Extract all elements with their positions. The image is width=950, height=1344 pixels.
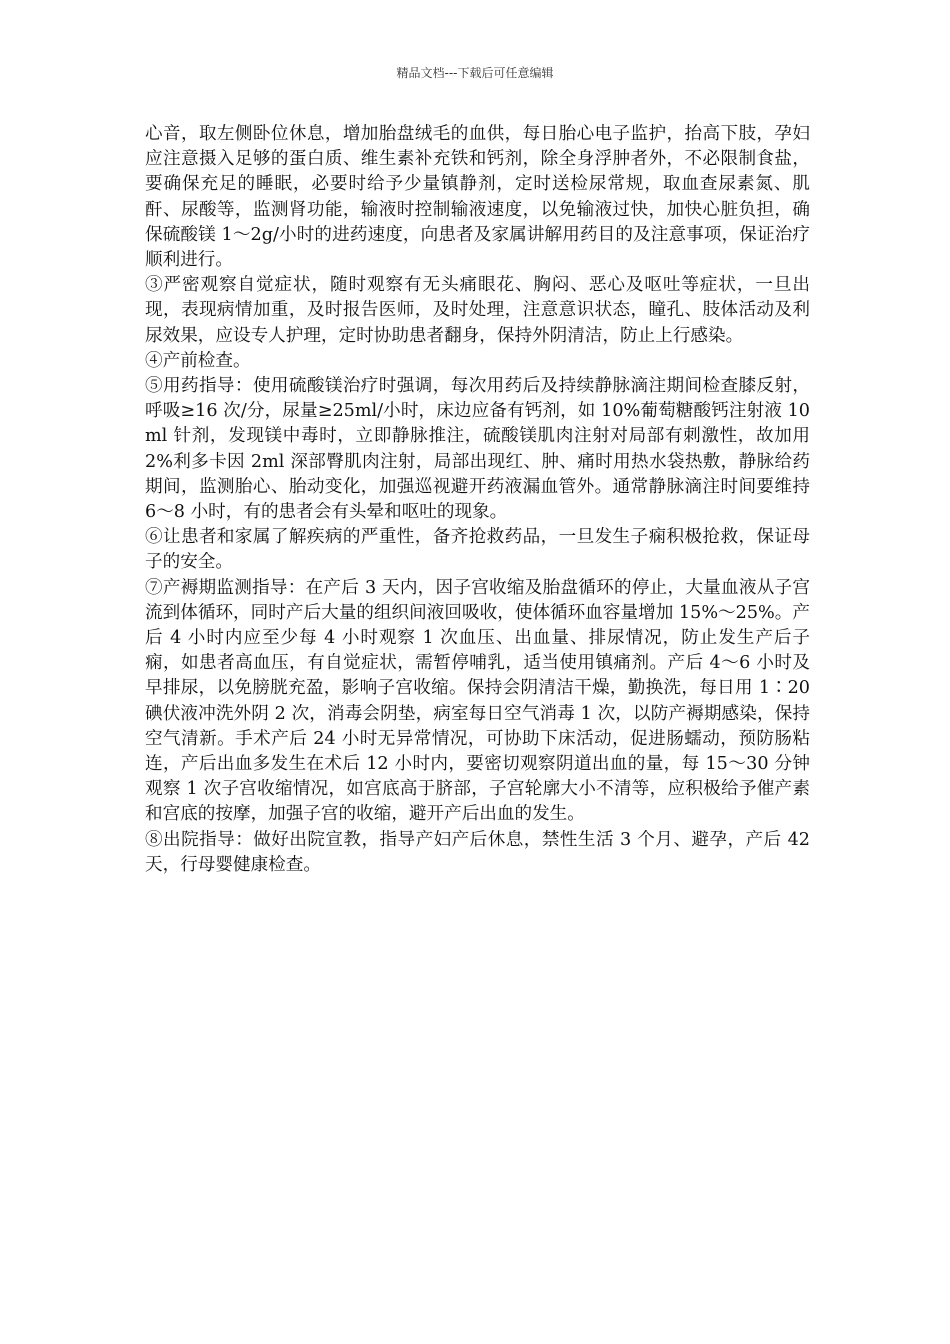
paragraph-item-7: ⑦产褥期监测指导：在产后 3 天内，因子宫收缩及胎盘循环的停止，大量血液从子宫流到体循环，同时产后大量的组织间液回吸收，使体循环血容量增加 15%～25%。产后 4 小时内应至少每 4 小时观察 1 次血压、出血量、排尿情况，防止发生产后子痫，如患者高血压，有自觉症状，需暂停哺乳，适当使用镇痛剂。产后 4～6 小时及早排尿，以免膀胱充盈，影响子宫收缩。保持会阴清洁干燥，勤换洗，每日用 1∶20 碘伏液冲洗外阴 2 次，消毒会阴垫，病室每日空气消毒 1 次，以防产褥期感染，保持空气清新。手术产后 24 小时无异常情况，可协助下床活动，促进肠蠕动，预防肠粘连，产后出血多发生在术后 12 小时内，要密切观察阴道出血的量，每 15～30 分钟观察 1 次子宫收缩情况，如宫底高于脐部，子宫轮廓大小不清等，应积极给予催产素和宫底的按摩，加强子宫的收缩，避开产后出血的发生。 <box>145 577 810 825</box>
paragraph-item-4: ④产前检查。 <box>145 350 251 371</box>
paragraph-item-6: ⑥让患者和家属了解疾病的严重性，备齐抢救药品，一旦发生子痫积极抢救，保证母子的安全。 <box>145 527 810 573</box>
page-header: 精品文档---下载后可任意编辑 <box>396 66 554 80</box>
paragraph-continuation: 心音，取左侧卧位休息，增加胎盘绒毛的血供，每日胎心电子监护，抬高下肢，孕妇应注意摄入足够的蛋白质、维生素补充铁和钙剂，除全身浮肿者外，不必限制食盐，要确保充足的睡眠，必要时给予少量镇静剂，定时送检尿常规，取血查尿素氮、肌酐、尿酸等，监测肾功能，输液时控制输液速度，以免输液过快，加快心脏负担，确保硫酸镁 1～2g/小时的进药速度，向患者及家属讲解用药目的及注意事项，保证治疗顺利进行。 <box>145 124 810 271</box>
paragraph-item-5: ⑤用药指导：使用硫酸镁治疗时强调，每次用药后及持续静脉滴注期间检查膝反射，呼吸≥16 次/分，尿量≥25ml/小时，床边应备有钙剂，如 10%葡萄糖酸钙注射液 10ml 针剂，发现镁中毒时，立即静脉推注，硫酸镁肌肉注射对局部有刺激性，故加用 2%利多卡因 2ml 深部臀肌肉注射，局部出现红、肿、痛时用热水袋热敷，静脉给药期间，监测胎心、胎动变化，加强巡视避开药液漏血管外。通常静脉滴注时间要维持 6～8 小时，有的患者会有头晕和呕吐的现象。 <box>145 376 810 523</box>
paragraph-item-8: ⑧出院指导：做好出院宣教，指导产妇产后休息，禁性生活 3 个月、避孕，产后 42 天，行母婴健康检查。 <box>145 829 810 875</box>
paragraph-item-3: ③严密观察自觉症状，随时观察有无头痛眼花、胸闷、恶心及呕吐等症状，一旦出现，表现病情加重，及时报告医师，及时处理，注意意识状态，瞳孔、肢体活动及利尿效果，应设专人护理，定时协助患者翻身，保持外阴清洁，防止上行感染。 <box>145 275 810 346</box>
document-body <box>145 122 810 878</box>
